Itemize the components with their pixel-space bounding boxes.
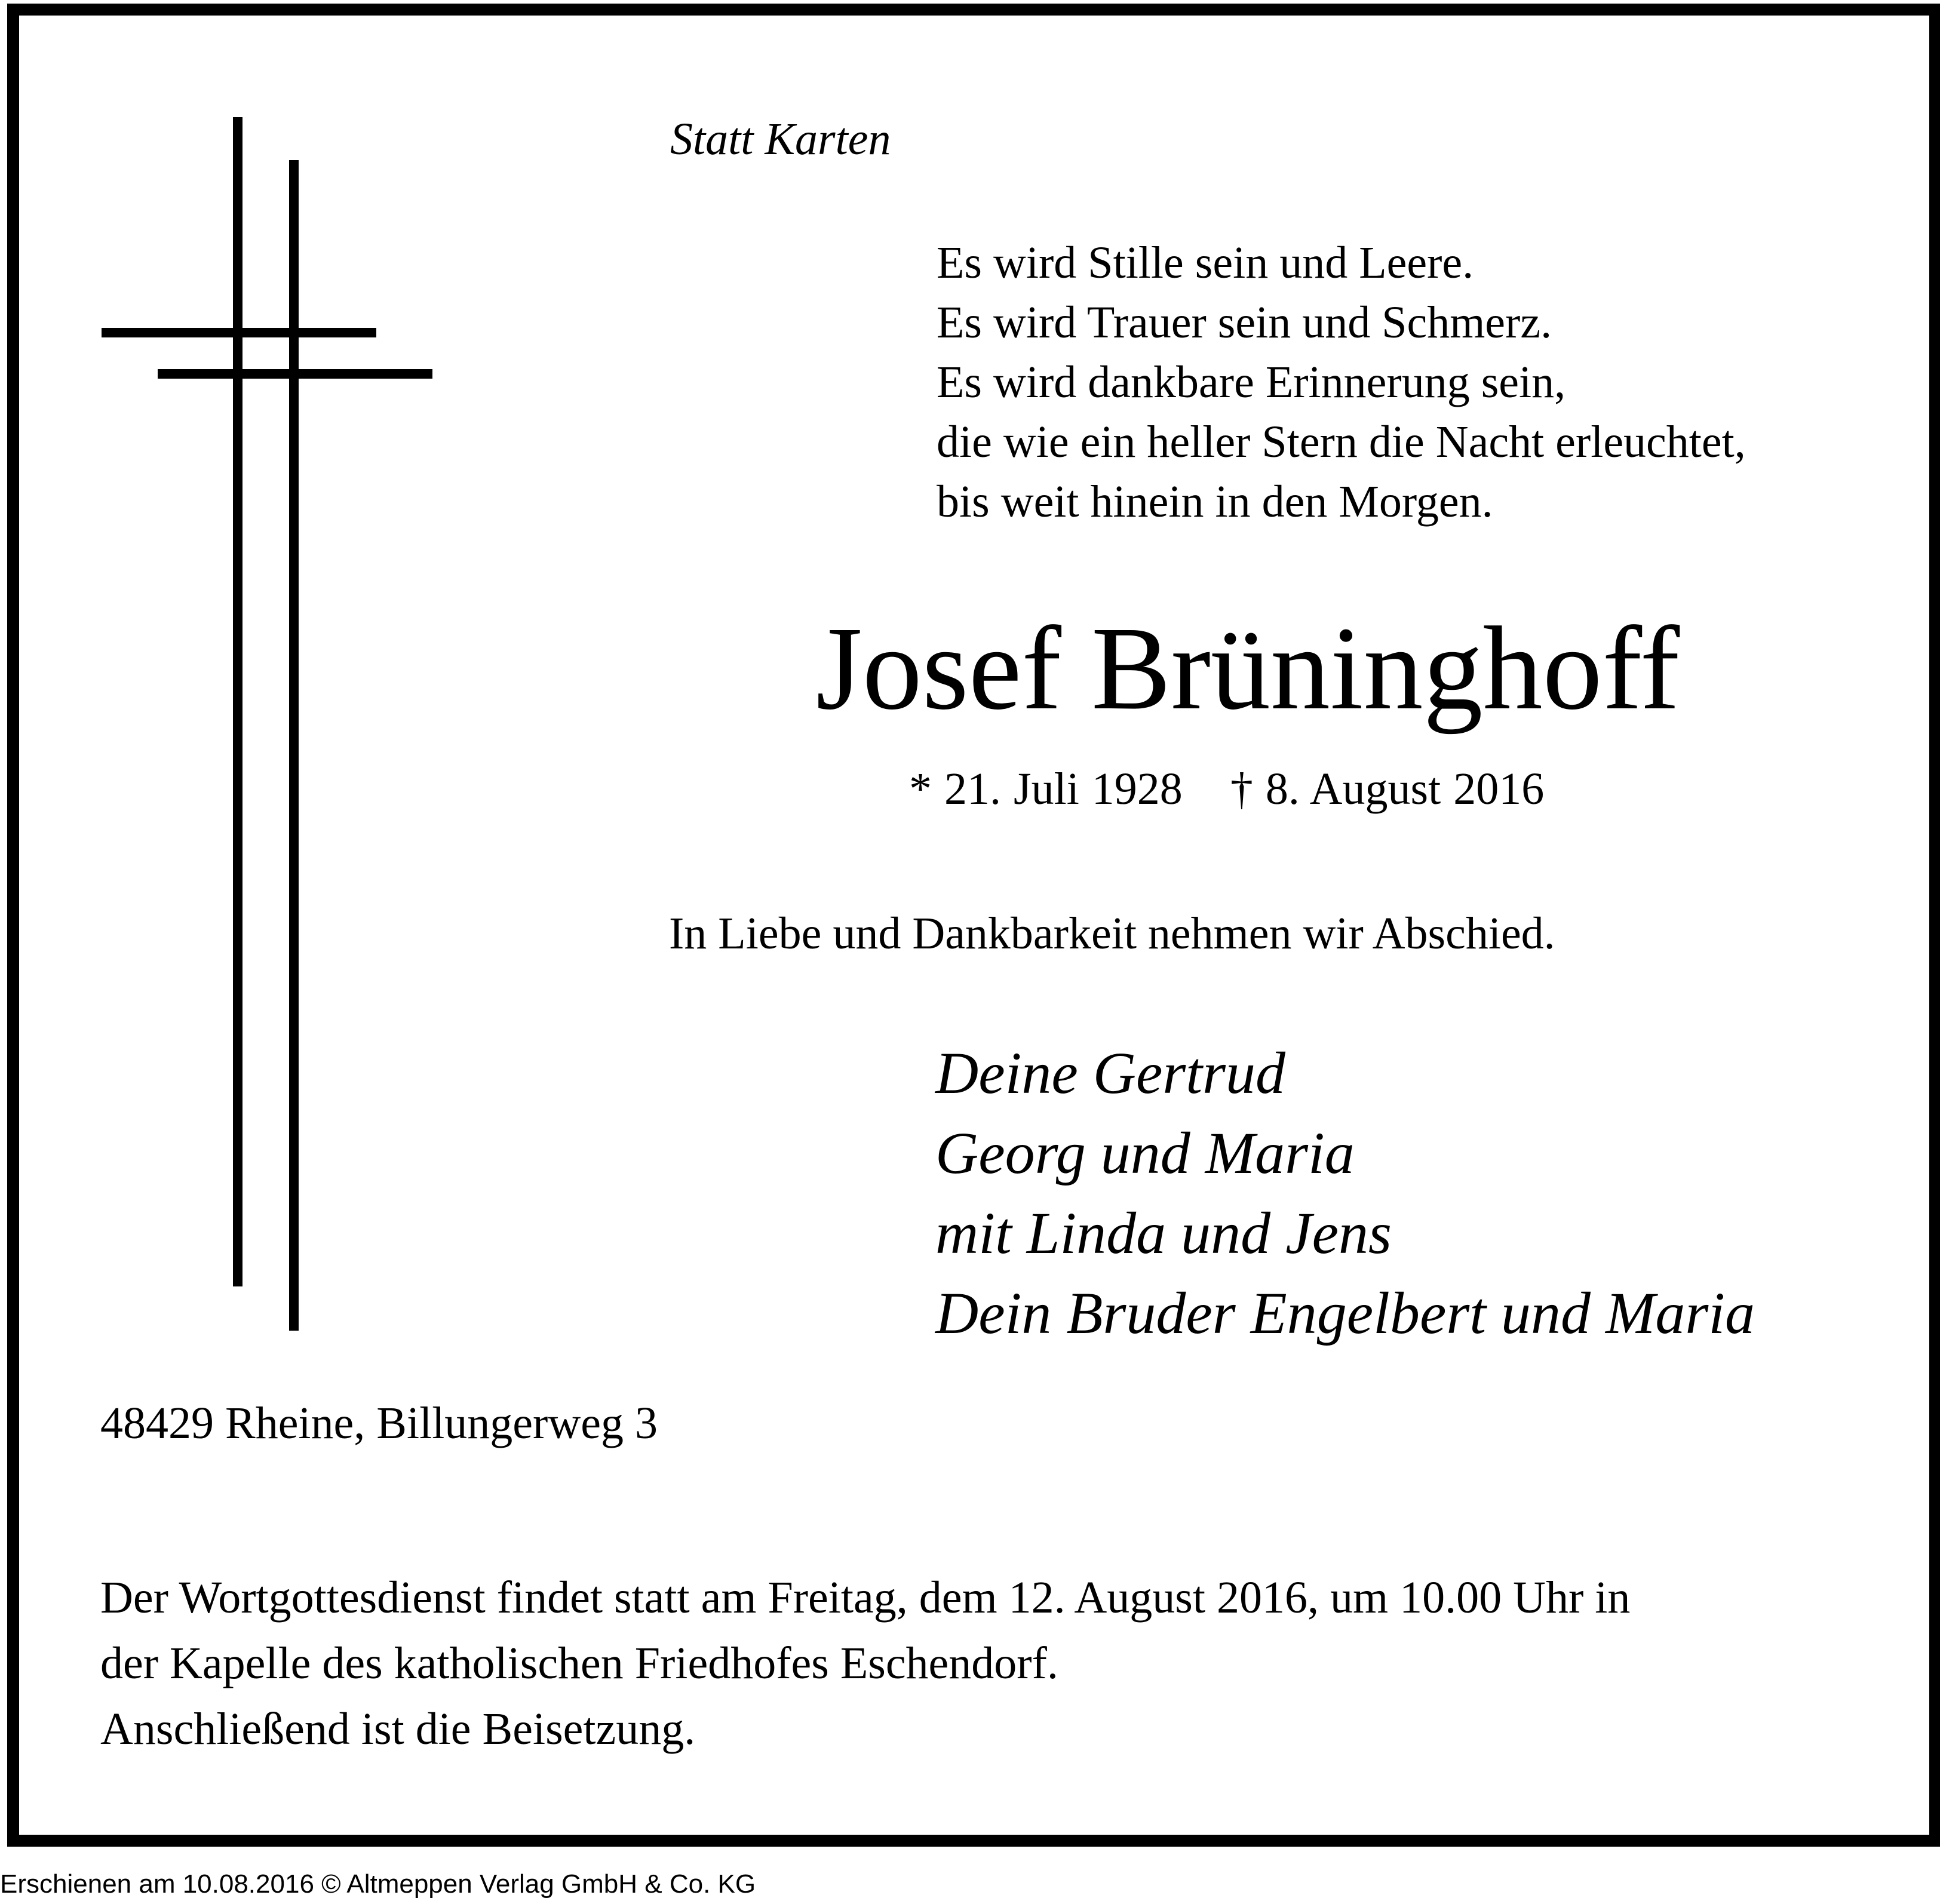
poem-line: Es wird Trauer sein und Schmerz. <box>937 297 1552 348</box>
death-date: † 8. August 2016 <box>1230 764 1545 814</box>
poem-line: Es wird dankbare Erinnerung sein, <box>937 357 1566 407</box>
poem <box>937 233 1746 532</box>
service-line: Anschließend ist die Beisetzung. <box>100 1704 696 1754</box>
poem-line: bis weit hinein in den Morgen. <box>937 477 1493 527</box>
publication-footer: Erschienen am 10.08.2016 © Altmeppen Verlag GmbH & Co. KG <box>0 1869 756 1899</box>
farewell-text: In Liebe und Dankbarkeit nehmen wir Abschied. <box>669 908 1555 959</box>
birth-date: * 21. Juli 1928 <box>909 764 1183 814</box>
life-dates <box>909 763 1544 815</box>
poem-line: Es wird Stille sein und Leere. <box>937 238 1474 288</box>
family-signatures <box>935 1033 1755 1353</box>
family-line: Deine Gertrud <box>935 1040 1285 1106</box>
service-line: der Kapelle des katholischen Friedhofes Eschendorf. <box>100 1638 1058 1688</box>
service-line: Der Wortgottesdienst findet statt am Freitag, dem 12. August 2016, um 10.00 Uhr in <box>100 1573 1631 1623</box>
address: 48429 Rheine, Billungerweg 3 <box>100 1398 658 1448</box>
deceased-name: Josef Brüninghoff <box>816 603 1680 735</box>
service-info <box>100 1565 1630 1762</box>
statt-karten-label: Statt Karten <box>670 114 891 164</box>
family-line: Georg und Maria <box>935 1120 1355 1186</box>
family-line: Dein Bruder Engelbert und Maria <box>935 1280 1755 1346</box>
poem-line: die wie ein heller Stern die Nacht erleuchtet, <box>937 417 1746 467</box>
family-line: mit Linda und Jens <box>935 1200 1392 1266</box>
